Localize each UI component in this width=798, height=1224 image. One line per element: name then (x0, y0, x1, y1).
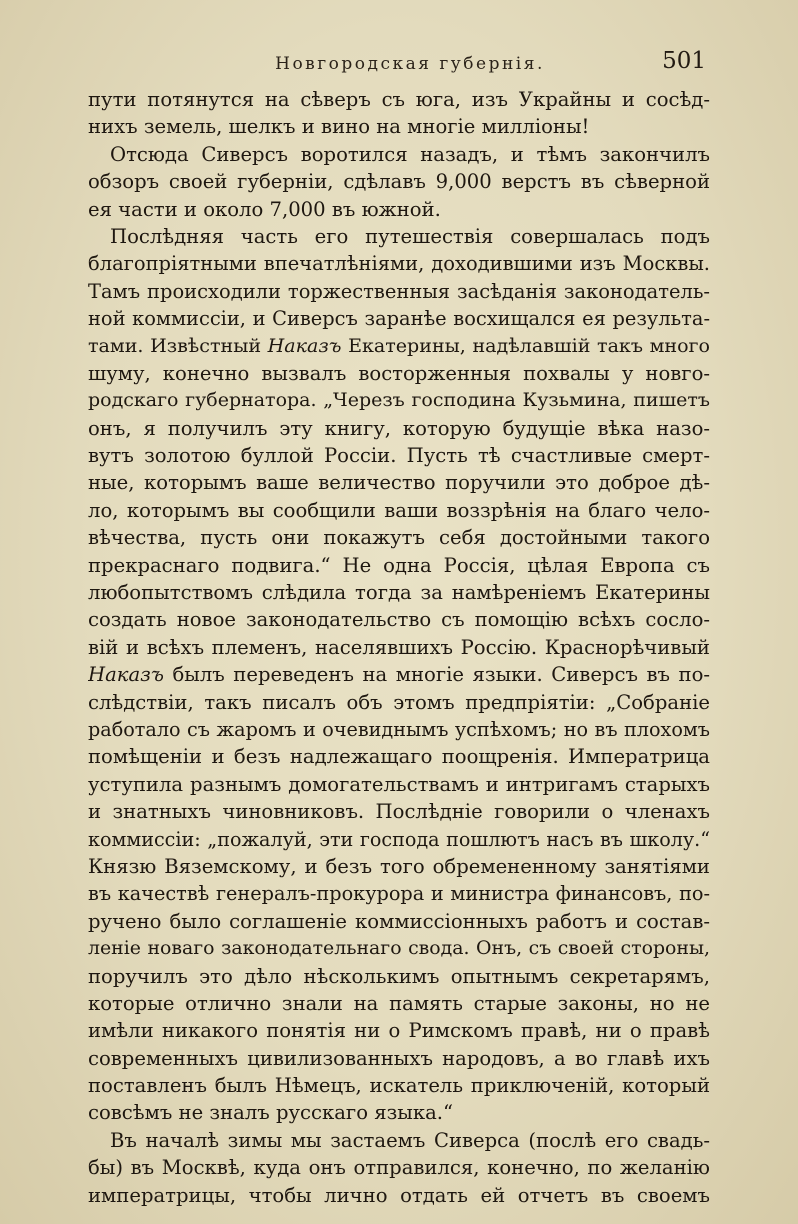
text-line: ной коммиссіи, и Сиверсъ заранѣе восхищался ея результа- (88, 307, 710, 331)
text-line: которые отлично знали на память старые законы, но не (88, 991, 710, 1015)
text-line: ручено было соглашеніе коммиссіонныхъ работъ и состав- (88, 909, 710, 933)
text-line: работало съ жаромъ и очевиднымъ успѣхомъ; но въ плохомъ (88, 717, 710, 741)
text-line: прекраснаго подвига.“ Не одна Россія, цѣлая Европа съ (88, 553, 710, 577)
text-line: помѣщеніи и безъ надлежащаго поощренія. Императрица (88, 745, 710, 769)
text-line: имѣли никакого понятія ни о Римскомъ правѣ, ни о правѣ (88, 1019, 710, 1043)
text-line: нихъ земель, шелкъ и вино на многіе милліоны! (88, 115, 590, 139)
text-line: и знатныхъ чиновниковъ. Послѣдніе говорили о членахъ (88, 800, 710, 824)
text-line: ея части и около 7,000 въ южной. (88, 197, 441, 221)
text-line: современныхъ цивилизованныхъ народовъ, а во главѣ ихъ (88, 1046, 710, 1070)
text-line: совсѣмъ не зналъ русскаго языка.“ (88, 1101, 454, 1125)
text-line: благопріятными впечатлѣніями, доходившими изъ Москвы. (88, 252, 710, 276)
italic-title: Наказъ (267, 334, 342, 357)
page-number: 501 (662, 48, 706, 74)
text-line (88, 333, 710, 360)
text-line: пути потянутся на сѣверъ съ юга, изъ Украйны и сосѣд- (88, 88, 710, 111)
text-line: слѣдствіи, такъ писалъ объ этомъ предпріятіи: „Собраніе (88, 690, 710, 714)
text-line: уступила разнымъ домогательствамъ и интригамъ старыхъ (88, 772, 710, 796)
text-line: ные, которымъ ваше величество поручили это доброе дѣ- (88, 471, 710, 495)
text-line: въ качествѣ генералъ-прокурора и министра финансовъ, по- (88, 882, 710, 906)
text-line: создать новое законодательство съ помощію всѣхъ сосло- (88, 608, 710, 632)
text-line: Послѣдняя часть его путешествія совершалась подъ (110, 224, 710, 248)
text-line: бы) въ Москвѣ, куда онъ отправился, конечно, по желанію (88, 1156, 710, 1180)
text-line: обзоръ своей губерніи, сдѣлавъ 9,000 верстъ въ сѣверной (88, 170, 710, 194)
page-header (90, 48, 730, 84)
text-line: Отсюда Сиверсъ воротился назадъ, и тѣмъ закончилъ (110, 142, 710, 166)
text-line: любопытствомъ слѣдила тогда за намѣреніемъ Екатерины (88, 581, 710, 605)
text-segment: Екатерины, надѣлавшій такъ много (341, 334, 710, 357)
text-line: шуму, конечно вызвалъ восторженныя похвалы у новго- (88, 361, 710, 385)
text-line: родскаго губернатора. „Черезъ господина Кузьмина, пишетъ (88, 389, 710, 412)
text-line: онъ, я получилъ эту книгу, которую будущіе вѣка назо- (88, 416, 710, 440)
text-line: Тамъ происходили торжественныя засѣданія законодатель- (88, 279, 710, 303)
text-line: императрицы, чтобы лично отдать ей отчетъ въ своемъ (88, 1183, 710, 1207)
text-line: вутъ золотою буллой Россіи. Пусть тѣ счастливые смерт- (88, 444, 710, 468)
text-line: вѣчества, пусть они покажутъ себя достойными такого (88, 526, 710, 550)
italic-title: Наказъ (88, 663, 164, 687)
text-line (88, 661, 710, 688)
body-text (88, 86, 710, 1209)
text-segment: былъ переведенъ на многіе языки. Сиверсъ въ по- (163, 663, 710, 687)
text-line: Князю Вяземскому, и безъ того обремененному занятіями (88, 854, 710, 878)
text-line: поставленъ былъ Нѣмецъ, искатель приключеній, который (88, 1074, 710, 1098)
text-line: Въ началѣ зимы мы застаемъ Сиверса (послѣ его свадь- (110, 1128, 710, 1152)
text-segment: тами. Извѣстный (88, 334, 268, 357)
text-line: леніе новаго законодательнаго свода. Онъ, съ своей стороны, (88, 937, 710, 960)
text-line: ло, которымъ вы сообщили ваши воззрѣнія на благо чело- (88, 498, 710, 522)
text-line: коммиссіи: „пожалуй, эти господа пошлютъ насъ въ школу.“ (88, 827, 710, 851)
text-line: поручилъ это дѣло нѣсколькимъ опытнымъ секретарямъ, (88, 964, 710, 988)
text-line: вій и всѣхъ племенъ, населявшихъ Россію. Краснорѣчивый (88, 635, 710, 659)
running-title: Новгородская губернія. (275, 54, 545, 74)
